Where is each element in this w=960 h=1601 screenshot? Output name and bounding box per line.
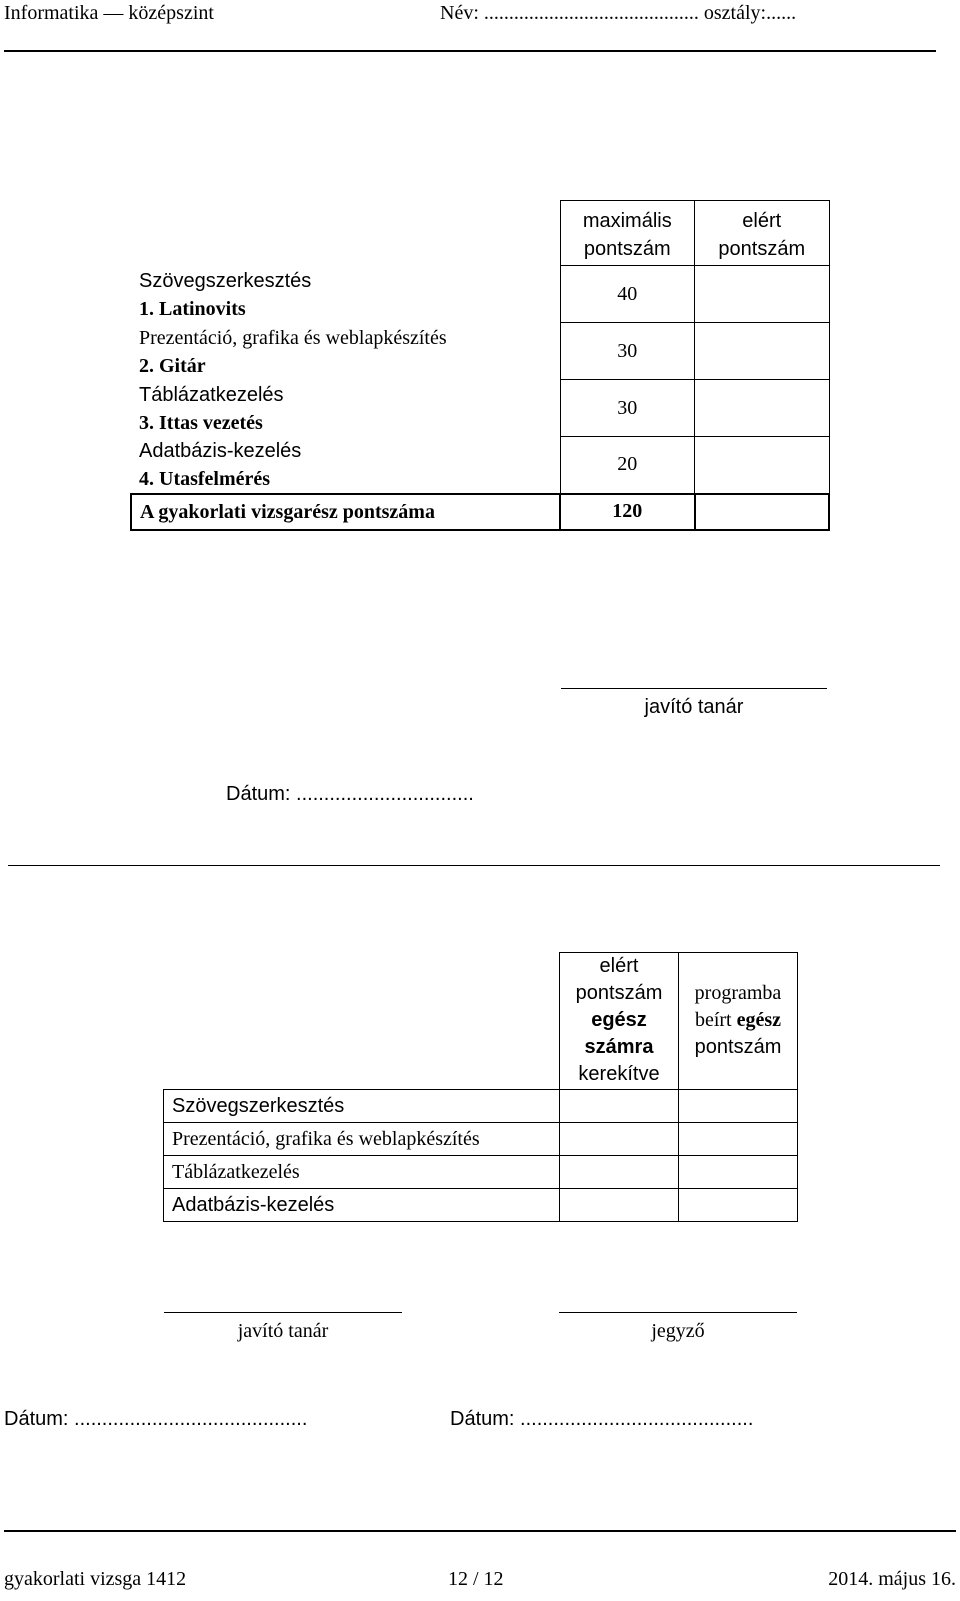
- footer-rule: [4, 1530, 956, 1532]
- entered-score-cell[interactable]: [679, 1156, 798, 1189]
- signature-line: [559, 1312, 797, 1313]
- row-label: Adatbázis-kezelés: [164, 1189, 560, 1222]
- rounded-score-cell[interactable]: [560, 1189, 679, 1222]
- achieved-score-cell[interactable]: [695, 380, 829, 437]
- table-row: [164, 1123, 798, 1156]
- header-rule: [4, 50, 936, 52]
- footer-page-number: 12 / 12: [448, 1568, 504, 1590]
- table-row: [164, 1156, 798, 1189]
- row-label: Táblázatkezelés 3. Ittas vezetés: [139, 383, 284, 434]
- header-subject: Informatika — középszint: [4, 2, 214, 24]
- header-entered-score: programba beírt egész pontszám: [679, 953, 798, 1090]
- header-achieved-score: elért pontszám: [695, 201, 829, 266]
- entered-score-cell[interactable]: [679, 1123, 798, 1156]
- signature-label: javító tanár: [644, 696, 744, 718]
- max-score: 30: [560, 323, 694, 380]
- entered-score-cell[interactable]: [679, 1189, 798, 1222]
- achieved-score-cell[interactable]: [695, 266, 829, 323]
- header-max-score: maximális pontszám: [560, 201, 694, 266]
- row-label: Prezentáció, grafika és weblapkészítés: [164, 1123, 560, 1156]
- row-label: Szövegszerkesztés: [164, 1090, 560, 1123]
- date-field-left: Dátum: ..........................................: [4, 1408, 308, 1430]
- footer-exam: gyakorlati vizsga 1412: [4, 1568, 187, 1590]
- entry-table: [163, 952, 798, 1222]
- total-achieved-cell[interactable]: [695, 494, 829, 530]
- signature-line: [164, 1312, 402, 1313]
- rounded-score-cell[interactable]: [560, 1090, 679, 1123]
- signature-label-teacher: javító tanár: [237, 1320, 329, 1342]
- date-field-right: Dátum: ..........................................: [450, 1408, 754, 1430]
- row-label: Adatbázis-kezelés 4. Utasfelmérés: [139, 439, 302, 490]
- header-name-class: Név: ........................................... osztály:......: [440, 2, 797, 24]
- achieved-score-cell[interactable]: [695, 437, 829, 494]
- rounded-score-cell[interactable]: [560, 1123, 679, 1156]
- header-rounded-score: elért pontszám egész számra kerekítve: [560, 953, 679, 1090]
- table-row: [131, 323, 829, 380]
- total-row: [131, 494, 829, 530]
- total-max: 120: [560, 494, 694, 530]
- max-score: 40: [560, 266, 694, 323]
- max-score: 20: [560, 437, 694, 494]
- date-field: Dátum: ................................: [226, 783, 474, 805]
- row-label: Szövegszerkesztés 1. Latinovits: [139, 269, 312, 320]
- table-row: [131, 437, 829, 494]
- rounded-score-cell[interactable]: [560, 1156, 679, 1189]
- achieved-score-cell[interactable]: [695, 323, 829, 380]
- table-row: [164, 1090, 798, 1123]
- table-row: [131, 266, 829, 323]
- table-row: [164, 1189, 798, 1222]
- table-row: [131, 380, 829, 437]
- score-table: [130, 200, 830, 531]
- signature-line: [561, 688, 827, 689]
- entered-score-cell[interactable]: [679, 1090, 798, 1123]
- section-divider: [8, 865, 940, 866]
- total-label: A gyakorlati vizsgarész pontszáma: [131, 494, 560, 530]
- row-label: Prezentáció, grafika és weblapkészítés 2. Gitár: [139, 326, 447, 377]
- row-label: Táblázatkezelés: [164, 1156, 560, 1189]
- footer-date: 2014. május 16.: [828, 1568, 956, 1590]
- max-score: 30: [560, 380, 694, 437]
- signature-label-notary: jegyző: [651, 1320, 705, 1342]
